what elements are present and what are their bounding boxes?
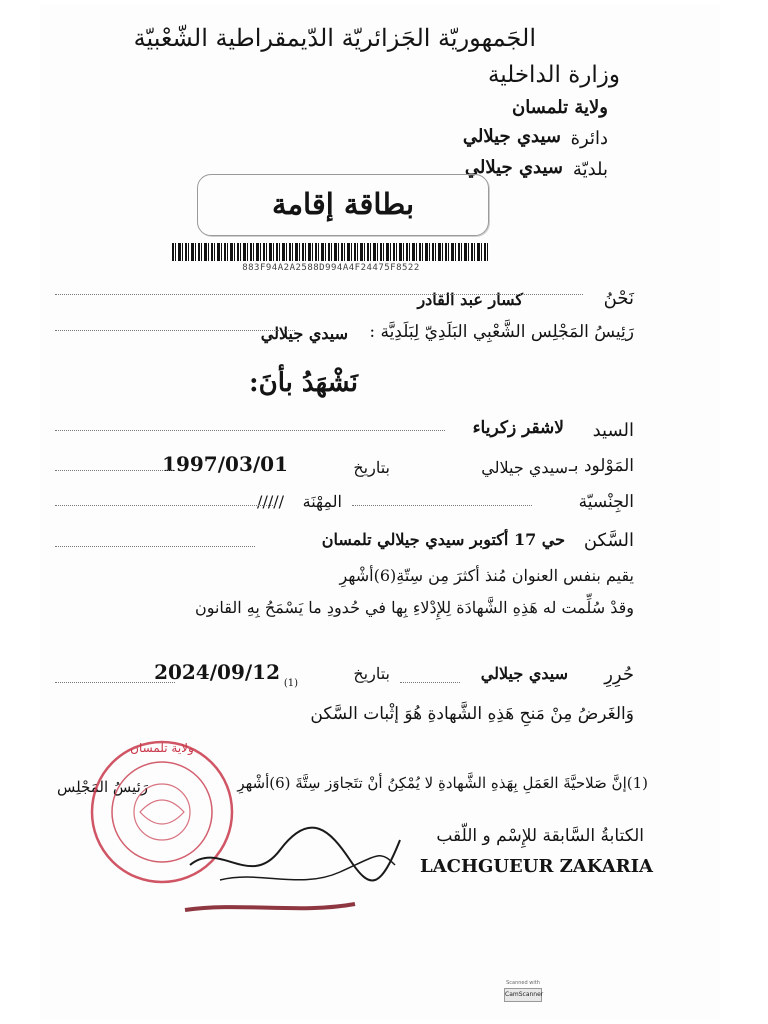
- certify-heading: نَشْهَدُ بأنَ:: [249, 368, 358, 398]
- document-title: بطاقة إقامة: [271, 187, 415, 221]
- residence-label: السَّكن: [583, 530, 634, 551]
- profession-dotted-line: [55, 505, 275, 506]
- made-at-dotted-line: [400, 682, 460, 683]
- barcode-number: 883F94A2A2588D994A4F24475F8522: [242, 263, 420, 273]
- nationality-dotted-line: [352, 505, 532, 506]
- birth-date-label: بتاريخ: [353, 458, 390, 477]
- signatory-title: رَئيسُ المَجْلِس: [56, 778, 148, 796]
- issue-date-note: (1): [283, 678, 298, 689]
- wilaya-name: ولاية تلمسان: [511, 97, 608, 118]
- validity-footnote: (1)إنَّ صَلاحيَّةَ العَمَلِ بِهَذهِ الشَّهادةِ لا يُمْكِنُ أنْ تتَجاوَز سِتَّةَ (6)أشْهرِ: [237, 774, 648, 792]
- issue-date-label: بتاريخ: [353, 664, 390, 683]
- made-at-value: سيدي جيلالي: [480, 664, 568, 683]
- document-title-box: [197, 174, 489, 236]
- republic-header: الجَمهوريّة الجَزائريّة الدّيمقراطية الشّعْبيّة: [133, 24, 536, 52]
- profession-label: المِهْنَة: [302, 492, 342, 511]
- statement-delivery: وقدْ سُلِّمت له هَذِهِ الشَّهادَة لِلإِدْلاءِ بِها في حُدودِ ما يَسْمَحُ بِهِ القانون: [194, 598, 634, 617]
- camscanner-logo: CamScanner: [504, 988, 542, 1002]
- made-at-label: حُرِرِ: [604, 664, 634, 685]
- stamp-ring-text: ولاية تلمسان: [130, 741, 194, 755]
- residence-dotted-line: [55, 546, 255, 547]
- barcode: [172, 243, 490, 261]
- birth-place: سيدي جيلالي: [481, 458, 568, 477]
- previous-writing-label: الكتابةُ السَّابقة للإِسْم و اللّقب: [436, 826, 644, 846]
- nationality-label: الجِنْسيّة: [578, 492, 634, 512]
- commune-label: بلديّة: [572, 159, 608, 180]
- person-name: لاشقر زكرياء: [472, 418, 564, 438]
- issue-date: 2024/09/12: [154, 660, 280, 684]
- birth-date: 1997/03/01: [162, 452, 288, 476]
- scanner-line1: Scanned with: [506, 980, 540, 986]
- issue-date-dotted-line: [55, 682, 175, 683]
- daira-label: دائرة: [570, 128, 608, 149]
- issuer-dotted-line: [55, 294, 583, 295]
- we-label: نَحْنُ: [603, 288, 634, 309]
- signature: [180, 810, 410, 920]
- statement-duration: يقيم بنفس العنوان مُنذ أكثرَ مِن سِتّةِ(6)أشْهرِ: [339, 566, 634, 585]
- birth-dotted-line: [55, 470, 175, 471]
- born-label: المَوْلود بـ: [568, 456, 634, 476]
- issuer-name: كسار عبد القادر: [417, 290, 523, 309]
- mr-label: السيد: [592, 420, 634, 441]
- name-dotted-line: [55, 430, 445, 431]
- profession-value: /////: [257, 492, 284, 511]
- purpose-statement: وَالغَرضُ مِنْ مَنحِ هَذِهِ الشَّهادةِ هُوَ إثْبات السَّكن: [310, 704, 634, 724]
- president-dotted-line: [55, 330, 295, 331]
- latin-name: LACHGUEUR ZAKARIA: [420, 856, 653, 877]
- ministry-name: وزارة الداخلية: [487, 62, 620, 88]
- president-commune: سيدي جيلالي: [260, 324, 348, 343]
- president-label: رَئِيسُ المَجْلِس الشَّعْبِي البَلَدِيّ لِبَلَدِيَّة :: [369, 322, 634, 342]
- commune-value: سيدي جيلالي: [464, 157, 563, 178]
- residence-value: حي 17 أكتوبر سيدي جيلالي تلمسان: [321, 530, 565, 549]
- scanner-watermark: [503, 980, 543, 1012]
- daira-value: سيدي جيلالي: [462, 126, 561, 147]
